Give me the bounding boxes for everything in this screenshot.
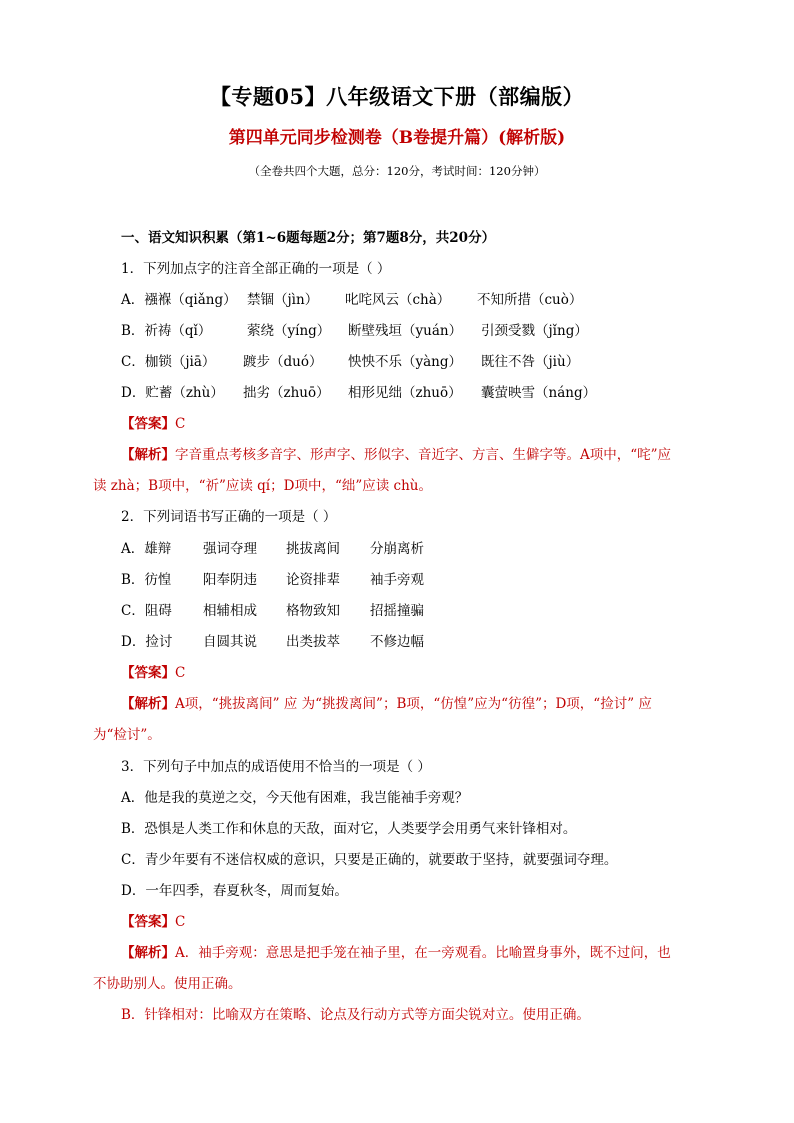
q1-option-c-3: 怏怏不乐（yàng） — [348, 354, 463, 370]
analysis-tag: 【解析】 — [121, 447, 175, 463]
question-1-stem: 1．下列加点字的注音全部正确的一项是（ ） — [121, 261, 391, 277]
q2-analysis-line-2: 为“检讨”。 — [93, 727, 161, 743]
q3-option-b: B．恐惧是人类工作和休息的天敌，面对它，人类要学会用勇气来针锋相对。 — [121, 821, 577, 837]
q3-analysis-line-1 — [121, 941, 671, 961]
q2-option-a-4: 分崩离析 — [370, 541, 424, 557]
q1-answer — [121, 412, 185, 432]
q3-option-c: C．青少年要有不迷信权威的意识，只要是正确的，就要敢于坚持，就要强词夺理。 — [121, 852, 618, 868]
q1-analysis-line-2: 读 zhà；B项中，“祈”应读 qí；D项中，“绌”应读 chù。 — [93, 478, 432, 494]
q1-option-b-1: B．祈祷（qǐ） — [121, 323, 212, 339]
q1-option-c-1: C．枷锁（jiā） — [121, 354, 216, 370]
q1-option-a-1: A．襁褓（qiǎng） — [121, 292, 237, 308]
section-heading: 一、语文知识积累（第1~6题每题2分；第7题8分，共20分） — [121, 230, 496, 246]
q1-option-c-2: 踱步（duó） — [243, 354, 323, 370]
q1-option-d-2: 拙劣（zhuō） — [243, 385, 330, 401]
answer-value: C — [175, 416, 186, 432]
q2-option-b-2: 阳奉阴违 — [203, 572, 257, 588]
q1-option-a-2: 禁锢（jìn） — [247, 292, 319, 308]
q1-option-b-4: 引颈受戮（jǐng） — [481, 323, 588, 339]
answer-tag: 【答案】 — [121, 914, 175, 930]
q2-option-c-4: 招摇撞骗 — [370, 603, 424, 619]
q1-option-a-4: 不知所措（cuò） — [477, 292, 583, 308]
question-3-stem: 3．下列句子中加点的成语使用不恰当的一项是（ ） — [121, 759, 431, 775]
q3-option-a: A．他是我的莫逆之交，今天他有困难，我岂能袖手旁观？ — [121, 790, 469, 806]
q2-option-a-2: 强词夺理 — [203, 541, 257, 557]
question-2-stem: 2．下列词语书写正确的一项是（ ） — [121, 509, 337, 525]
q1-option-d-1: D．贮蓄（zhù） — [121, 385, 224, 401]
q1-analysis-line-1 — [121, 443, 671, 463]
answer-tag: 【答案】 — [121, 665, 175, 681]
q1-option-b-2: 萦绕（yíng） — [247, 323, 331, 339]
q2-option-c-2: 相辅相成 — [203, 603, 257, 619]
exam-note: （全卷共四个大题，总分：120分，考试时间：120分钟） — [248, 164, 546, 178]
q1-option-d-4: 囊萤映雪（náng） — [481, 385, 597, 401]
q3-analysis-line-2: 不协助别人。使用正确。 — [93, 976, 242, 992]
q3-answer — [121, 910, 185, 930]
q1-option-b-3: 断壁残垣（yuán） — [348, 323, 463, 339]
q2-option-b-3: 论资排辈 — [286, 572, 340, 588]
q2-option-d-3: 出类拔萃 — [286, 634, 340, 650]
q2-option-b-1: B．彷惶 — [121, 572, 172, 588]
analysis-tag: 【解析】 — [121, 696, 175, 712]
q3-option-d: D．一年四季，春夏秋冬，周而复始。 — [121, 883, 348, 899]
q1-option-c-4: 既往不咎（jiù） — [481, 354, 580, 370]
answer-tag: 【答案】 — [121, 416, 175, 432]
q2-answer — [121, 661, 185, 681]
q2-option-c-1: C．阻碍 — [121, 603, 172, 619]
analysis-tag: 【解析】 — [121, 945, 175, 961]
q2-option-d-1: D．捡讨 — [121, 634, 173, 650]
q2-option-a-3: 挑拔离间 — [286, 541, 340, 557]
answer-value: C — [175, 665, 186, 681]
page-subtitle: 第四单元同步检测卷（B卷提升篇）(解析版) — [228, 128, 566, 148]
analysis-text: A项，“挑拔离间” 应 为“挑拨离间”；B项，“仿惶”应为“彷徨”；D项，“捡讨” 应 — [175, 696, 652, 712]
q2-option-c-3: 格物致知 — [286, 603, 340, 619]
q2-option-d-4: 不修边幅 — [370, 634, 424, 650]
q2-option-b-4: 袖手旁观 — [370, 572, 424, 588]
q2-option-d-2: 自圆其说 — [203, 634, 257, 650]
analysis-text: 字音重点考核多音字、形声字、形似字、音近字、方言、生僻字等。A项中，“咤”应 — [175, 447, 672, 463]
page-title: 【专题05】八年级语文下册（部编版） — [209, 84, 585, 109]
q1-option-d-3: 相形见绌（zhuō） — [348, 385, 462, 401]
q1-option-a-3: 叱咤风云（chà） — [345, 292, 451, 308]
q2-option-a-1: A．雄辩 — [121, 541, 172, 557]
answer-value: C — [175, 914, 186, 930]
q3-analysis-line-3: B．针锋相对：比喻双方在策略、论点及行动方式等方面尖锐对立。使用正确。 — [121, 1007, 590, 1023]
analysis-text: A．袖手旁观：意思是把手笼在袖子里，在一旁观看。比喻置身事外，既不过问，也 — [175, 945, 671, 961]
q2-analysis-line-1 — [121, 692, 652, 712]
